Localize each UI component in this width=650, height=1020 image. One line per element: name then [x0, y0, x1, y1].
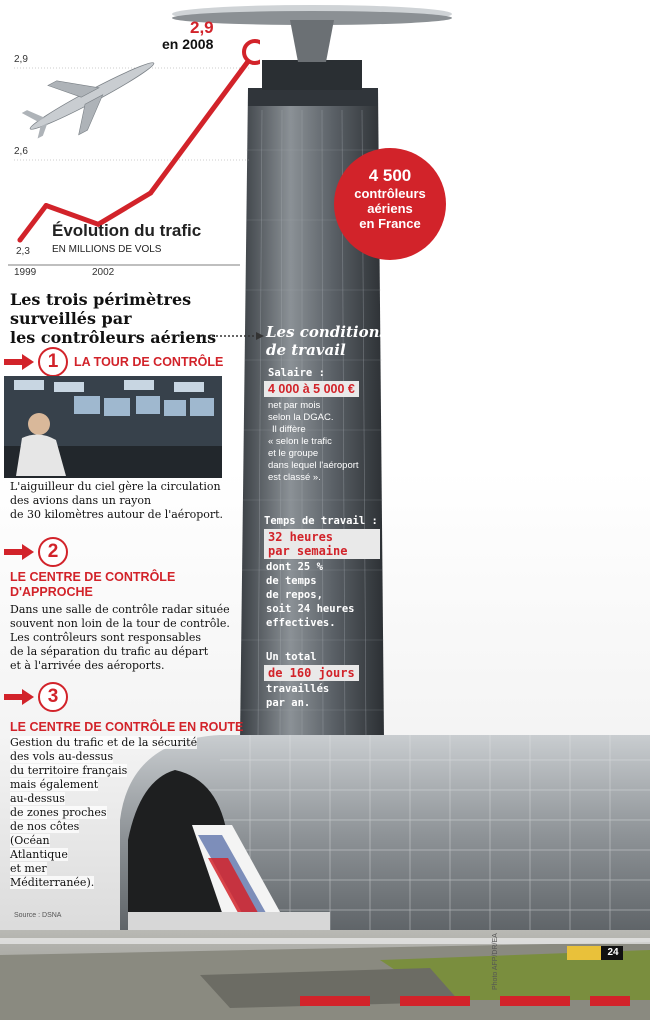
work-time-line: de temps	[266, 575, 317, 587]
section-1-line: L'aiguilleur du ciel gère la circulation	[10, 480, 221, 493]
section-3-header	[4, 682, 68, 712]
peak-point-marker	[244, 41, 260, 63]
section-2-title-line-1: LE CENTRE DE CONTRÔLE	[10, 570, 176, 584]
section-1-text	[10, 480, 223, 522]
work-time-label: Temps de travail :	[264, 515, 378, 527]
bubble-line-1: contrôleurs	[354, 186, 426, 201]
peak-value-label: 2,9	[190, 18, 214, 37]
salary-block	[268, 366, 359, 484]
salary-line: selon la DGAC.	[268, 412, 334, 423]
work-time-line: dont 25 %	[266, 561, 323, 573]
airplane-icon	[16, 37, 167, 154]
y-tick-top: 2,9	[14, 54, 28, 65]
section-3-line: Gestion du trafic et de la sécurité	[10, 736, 198, 749]
salary-line: « selon le trafic	[268, 436, 332, 447]
salary-line: Il diffère	[272, 424, 306, 435]
section-2-line: souvent non loin de la tour de contrôle.	[10, 617, 230, 630]
section-3-title: LE CENTRE DE CONTRÔLE EN ROUTE	[10, 720, 244, 734]
salary-line: et le groupe	[268, 448, 319, 459]
section-3-line: du territoire français	[10, 764, 128, 777]
data-point	[44, 204, 48, 208]
section-3-line: des vols au-dessus	[10, 750, 114, 763]
red-arrow-icon	[4, 354, 34, 370]
dotted-arrow-icon	[200, 330, 266, 342]
conditions-title-line-2: de travail	[266, 341, 346, 359]
section-1-line: des avions dans un rayon	[10, 494, 152, 507]
chart-title: Évolution du trafic	[52, 221, 202, 240]
red-arrow-icon	[4, 544, 34, 560]
section-3-number: 3	[38, 682, 68, 712]
control-tower-photo	[4, 376, 222, 478]
section-3-line: (Océan	[10, 834, 50, 847]
y-tick-mid: 2,6	[14, 146, 28, 157]
section-2-line: Les contrôleurs sont responsables	[10, 631, 201, 644]
peak-year-label: en 2008	[162, 36, 214, 52]
section-1-number: 1	[38, 347, 68, 377]
section-3-line: mais également	[10, 778, 99, 791]
section-2-line: et à l'arrivée des aéroports.	[10, 659, 165, 672]
section-3-line: Atlantique	[10, 848, 68, 861]
section-2-line: Dans une salle de contrôle radar située	[10, 603, 230, 616]
photo-credit: Photo AFP/DR/EA	[492, 933, 499, 990]
section-3-line: et mer	[10, 862, 47, 875]
runway-sign: 24	[607, 947, 619, 958]
section-2-title-line-2: D'APPROCHE	[10, 585, 93, 599]
work-time-line: de repos,	[266, 589, 323, 601]
traffic-series-line	[20, 52, 255, 240]
working-conditions-title	[266, 323, 388, 359]
salary-line: est classé ».	[268, 472, 321, 483]
data-point	[18, 238, 22, 242]
section-2-line: de la séparation du trafic au départ	[10, 645, 209, 658]
controllers-number: 4 500	[368, 166, 412, 185]
section-1-header	[4, 347, 223, 377]
conditions-title-line-1: Les conditions	[266, 323, 388, 341]
work-time-line: effectives.	[266, 617, 336, 629]
days-block	[266, 650, 359, 710]
heading-line-3: les contrôleurs aériens	[10, 328, 217, 347]
heading-line-1: Les trois périmètres	[10, 290, 192, 309]
bubble-line-3: en France	[359, 216, 421, 231]
work-time-block	[264, 514, 380, 630]
work-time-value-line-1: 32 heures	[268, 530, 334, 544]
bubble-line-2: aériens	[367, 201, 413, 216]
days-line: par an.	[266, 697, 311, 709]
chart-subtitle: EN MILLIONS DE VOLS	[52, 244, 162, 255]
y-tick-bottom: 2,3	[16, 246, 30, 257]
salary-line: dans lequel l'aéroport	[268, 460, 359, 471]
days-value: de 160 jours	[264, 665, 359, 681]
data-point	[149, 191, 153, 195]
salary-value: 4 000 à 5 000 €	[264, 381, 359, 397]
work-time-value-line-2: par semaine	[268, 544, 348, 558]
source-note: Source : DSNA	[14, 912, 62, 919]
section-3-line: au-dessus	[10, 792, 65, 805]
x-tick-1999: 1999	[14, 267, 37, 278]
work-time-line: soit 24 heures	[266, 603, 355, 615]
section-2-header	[4, 537, 68, 567]
section-3-text	[10, 736, 197, 890]
salary-line: net par mois	[268, 400, 321, 411]
salary-label: Salaire :	[268, 367, 325, 379]
section-2-number: 2	[38, 537, 68, 567]
section-3-line: de nos côtes	[10, 820, 80, 833]
section-2-text	[10, 603, 230, 673]
section-1-line: de 30 kilomètres autour de l'aéroport.	[10, 508, 224, 521]
controllers-count-bubble	[334, 148, 446, 260]
x-tick-2002: 2002	[92, 267, 115, 278]
heading-line-2: surveillés par	[10, 309, 132, 328]
days-line: travaillés	[266, 683, 330, 695]
section-1-title: LA TOUR DE CONTRÔLE	[74, 354, 224, 369]
days-prefix: Un total	[266, 651, 317, 663]
perimeters-heading	[10, 290, 216, 347]
section-3-line: Méditerranée).	[10, 876, 95, 889]
work-time-value	[264, 529, 380, 559]
red-arrow-icon	[4, 689, 34, 705]
section-3-line: de zones proches	[10, 806, 107, 819]
section-2-title	[10, 570, 175, 600]
